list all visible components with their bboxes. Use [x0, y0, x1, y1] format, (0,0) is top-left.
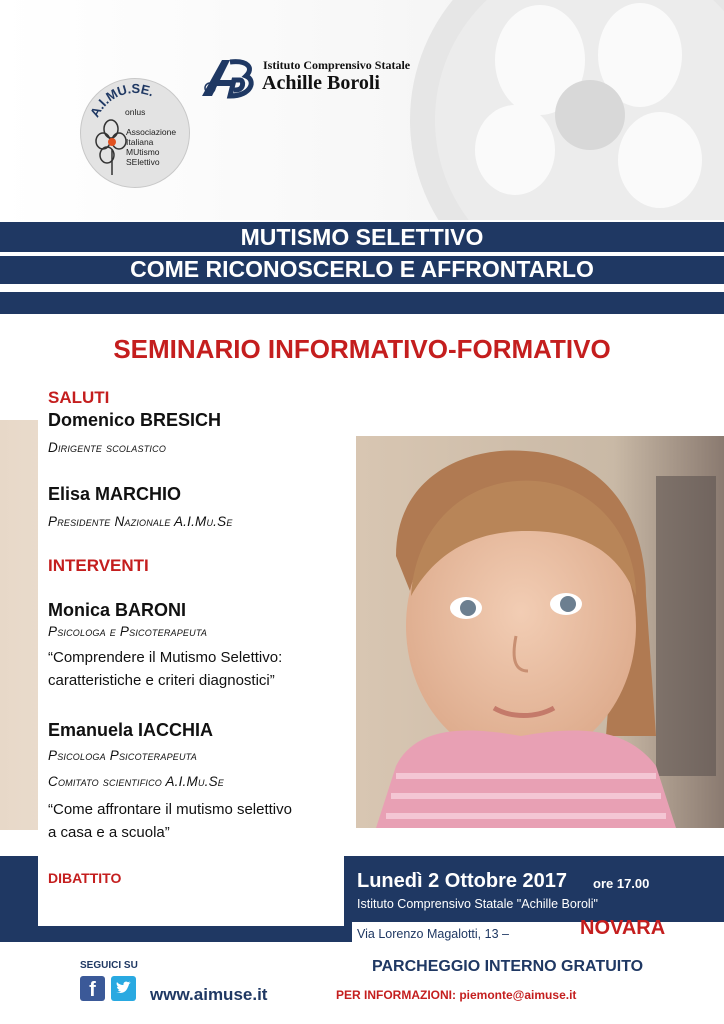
follow-label: SEGUICI SU — [80, 960, 138, 971]
facebook-icon[interactable]: f — [80, 976, 105, 1001]
event-venue: Istituto Comprensivo Statale "Achille Boroli" — [357, 897, 598, 911]
speaker-name: Domenico BRESICH — [48, 410, 222, 430]
boroli-line-2: Achille Boroli — [262, 72, 380, 94]
dibattito-label: DIBATTITO — [48, 870, 122, 886]
talk-title-line-2: caratteristiche e criteri diagnostici” — [48, 672, 275, 689]
speaker-name: Emanuela IACCHIA — [48, 720, 214, 740]
twitter-bird-icon — [111, 976, 136, 1001]
aimuse-onlus: onlus — [125, 107, 146, 117]
event-date: Lunedì 2 Ottobre 2017 — [357, 870, 568, 892]
title-line-1: MUTISMO SELETTIVO — [240, 224, 484, 250]
speaker-role: Dirigente scolastico — [48, 440, 167, 455]
boroli-ab-icon — [200, 56, 262, 100]
boroli-line-1: Istituto Comprensivo Statale — [263, 58, 411, 72]
parking-notice: PARCHEGGIO INTERNO GRATUITO — [372, 958, 644, 975]
talk-title-line-1: “Comprendere il Mutismo Selettivo: — [48, 649, 283, 666]
aimuse-line-4: SElettivo — [126, 157, 160, 167]
speaker-role: Psicologa e Psicoterapeuta — [48, 624, 208, 639]
aimuse-logo — [80, 78, 190, 188]
contact-email[interactable]: piemonte@aimuse.it — [459, 988, 577, 1002]
contact-info — [336, 988, 576, 1002]
svg-text:A.I.MU.SE. — [87, 81, 156, 120]
child-photo — [356, 436, 724, 828]
event-address: Via Lorenzo Magalotti, 13 – — [357, 927, 509, 941]
aimuse-line-3: MUtismo — [126, 147, 160, 157]
speaker-role: Presidente Nazionale A.I.Mu.Se — [48, 514, 233, 529]
twitter-icon[interactable] — [111, 976, 136, 1001]
title-band-bottom — [0, 292, 724, 314]
aimuse-line-1: Associazione — [126, 127, 177, 137]
speaker-name: Elisa MARCHIO — [48, 484, 182, 504]
speaker-role: Psicologa Psicoterapeuta — [48, 748, 197, 763]
child-portrait-image — [356, 436, 724, 828]
saluti-label: SALUTI — [48, 388, 110, 407]
talk-title-line-2: a casa e a scuola” — [48, 824, 170, 841]
dibattito-panel — [38, 856, 344, 926]
aimuse-arc-text: A.I.MU.SE. — [86, 80, 157, 120]
contact-label: PER INFORMAZIONI: — [336, 988, 456, 1002]
speaker-role-2: Comitato scientifico A.I.Mu.Se — [48, 774, 225, 789]
interventi-label: INTERVENTI — [48, 556, 149, 575]
talk-title-line-1: “Come affrontare il mutismo selettivo — [48, 801, 292, 818]
website-link[interactable]: www.aimuse.it — [150, 985, 268, 1004]
title-line-2: COME RICONOSCERLO E AFFRONTARLO — [130, 256, 594, 282]
event-city: NOVARA — [580, 917, 666, 939]
aimuse-line-2: Italiana — [126, 137, 154, 147]
speaker-name: Monica BARONI — [48, 600, 187, 620]
event-time: ore 17.00 — [593, 876, 650, 891]
seminar-title: SEMINARIO INFORMATIVO-FORMATIVO — [113, 334, 611, 364]
